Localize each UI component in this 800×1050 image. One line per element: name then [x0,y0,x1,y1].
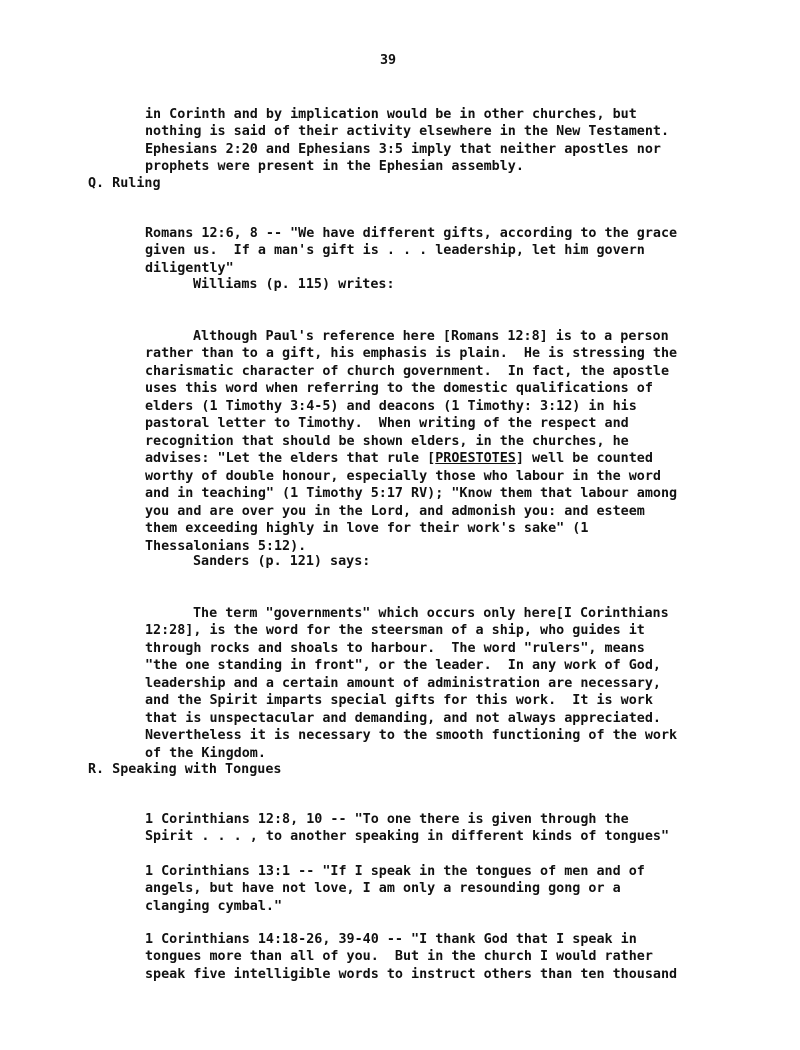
text-line: and the Spirit imparts special gifts for this work. It is work [145,693,653,708]
advises-text-post: ] well be counted [515,451,653,466]
corinthians-verse-3 [145,913,677,1001]
text-line: given us. If a man's gift is . . . leadership, let him govern [145,243,645,258]
text-line [145,450,677,468]
text-line: uses this word when referring to the domestic qualifications of [145,381,653,396]
advises-text-pre: advises: "Let the elders that rule [ [145,451,436,466]
sanders-quote [145,587,677,780]
text-line: tongues more than all of you. But in the church I would rather [145,949,653,964]
text-line: in Corinth and by implication would be in other churches, but [145,106,637,122]
text-line: charismatic character of church government. In fact, the apostle [145,363,670,379]
intro-paragraph [145,88,669,193]
proestotes-term: PROESTOTES [435,451,516,466]
text-line: elders (1 Timothy 3:4-5) and deacons (1 Timothy: 3:12) in his [145,398,637,414]
text-line: Nevertheless it is necessary to the smooth functioning of the work [145,728,678,743]
text-line: leadership and a certain amount of administration are necessary, [145,675,661,691]
page-number: 39 [379,53,397,68]
text-line: nothing is said of their activity elsewhere in the New Testament. [145,124,670,139]
text-line: "the one standing in front", or the leader. In any work of God, [145,658,661,673]
text-line: clanging cymbal." [145,898,283,914]
text-line: 1 Corinthians 14:18-26, 39-40 -- "I thank God that I speak in [145,931,637,947]
text-line: prophets were present in the Ephesian assembly. [145,159,524,174]
text-line: Ephesians 2:20 and Ephesians 3:5 imply that neither apostles nor [145,141,661,157]
text-line: that is unspectacular and demanding, and not always appreciated. [145,710,661,726]
text-line: speak five intelligible words to instruct others than ten thousand [145,966,678,982]
text-line: 12:28], is the word for the steersman of a ship, who guides it [145,623,645,638]
text-line: Spirit . . . , to another speaking in different kinds of tongues" [145,829,670,844]
text-line: pastoral letter to Timothy. When writing of the respect and [145,416,629,431]
text-line: 1 Corinthians 13:1 -- "If I speak in the tongues of men and of [145,863,645,879]
text-line: angels, but have not love, I am only a resounding gong or a [145,881,621,896]
text-line: Thessalonians 5:12). [145,538,307,554]
williams-quote [145,310,677,573]
williams-intro: Williams (p. 115) writes: [193,277,395,292]
text-line: worthy of double honour, especially those who labour in the word [145,468,661,484]
section-q-heading: Q. Ruling [88,176,161,191]
text-line: The term "governments" which occurs only here[I Corinthians [193,605,669,621]
text-line: you and are over you in the Lord, and admonish you: and esteem [145,503,645,519]
text-line: diligently" [145,260,234,276]
text-line: them exceeding highly in love for their work's sake" (1 [145,521,589,536]
text-line: recognition that should be shown elders, in the churches, he [145,433,629,449]
section-r-heading: R. Speaking with Tongues [88,762,282,777]
text-line: of the Kingdom. [145,745,266,761]
text-line: 1 Corinthians 12:8, 10 -- "To one there is given through the [145,811,629,827]
text-line: rather than to a gift, his emphasis is plain. He is stressing the [145,346,678,361]
text-line: Romans 12:6, 8 -- "We have different gifts, according to the grace [145,225,678,241]
text-line: through rocks and shoals to harbour. The word "rulers", means [145,640,645,656]
text-line: and in teaching" (1 Timothy 5:17 RV); "Know them that labour among [145,486,678,501]
sanders-intro: Sanders (p. 121) says: [193,554,371,569]
text-line: Although Paul's reference here [Romans 12:8] is to a person [193,328,669,344]
